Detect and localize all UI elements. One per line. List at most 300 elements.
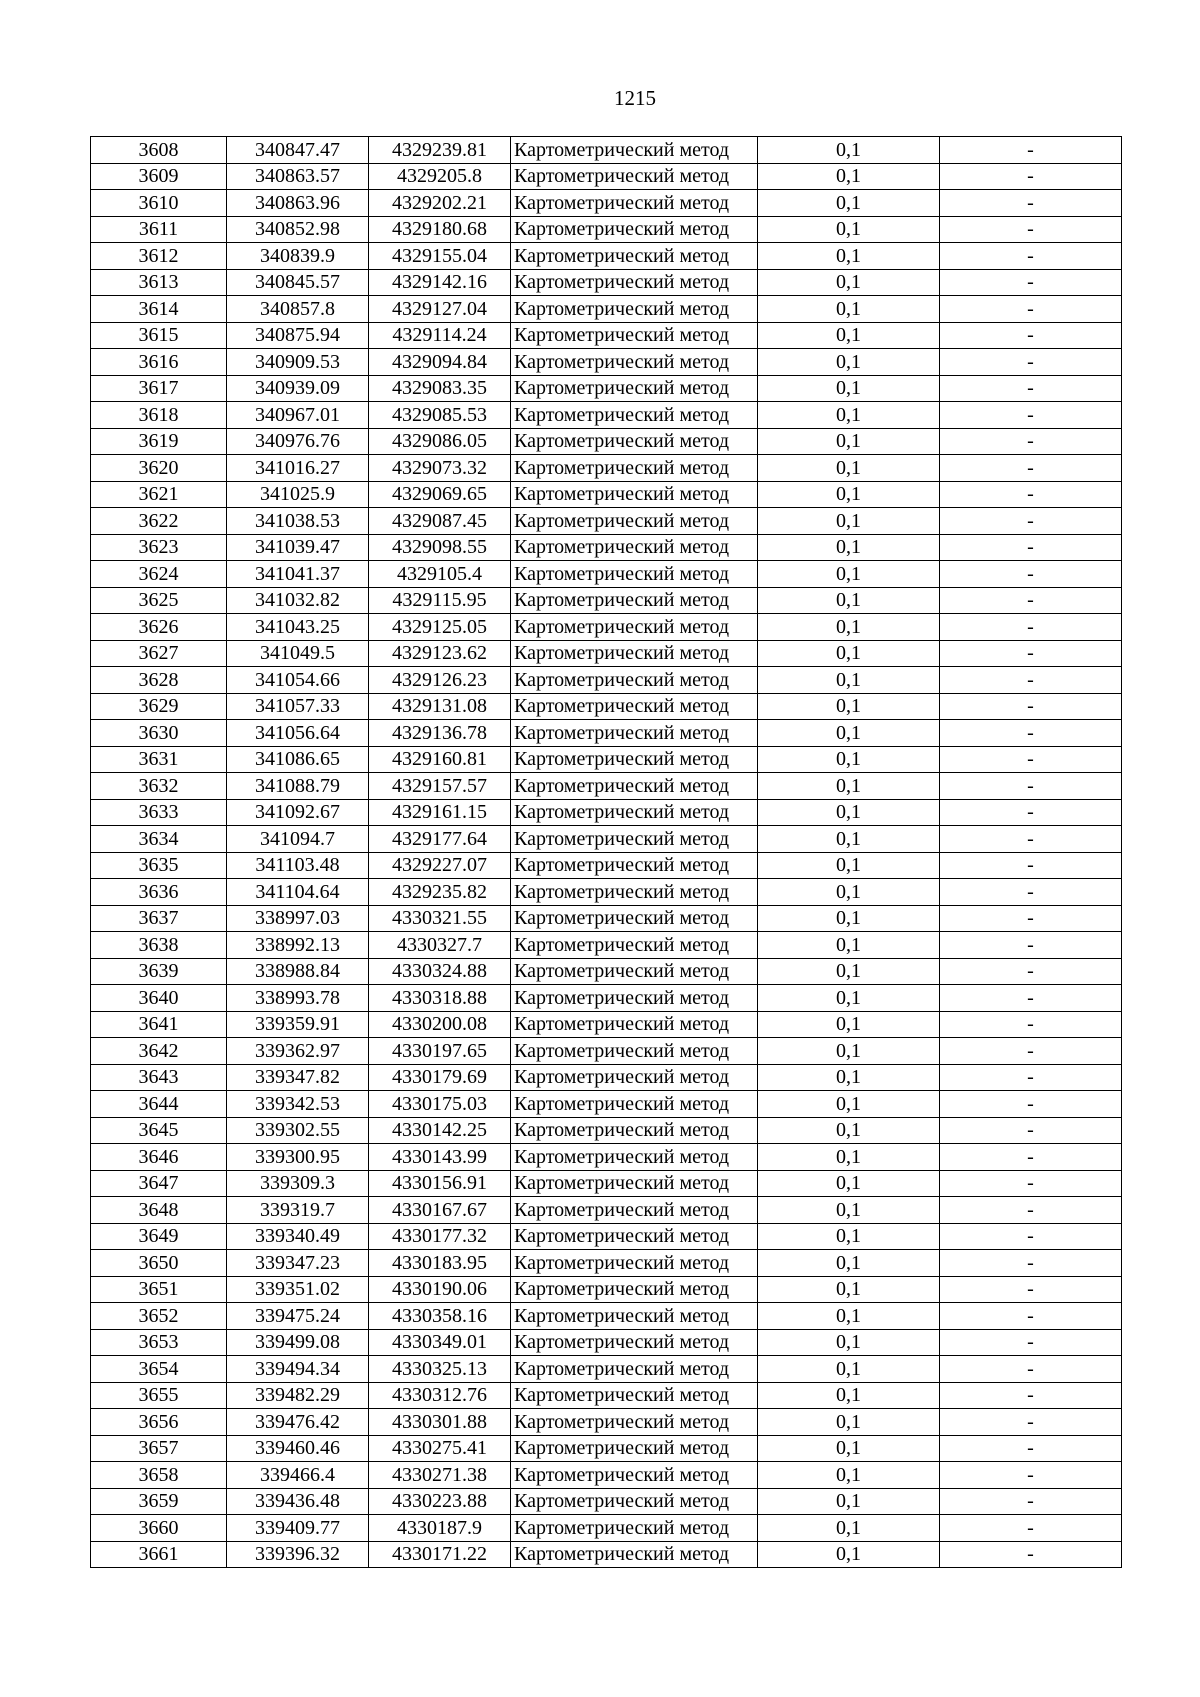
table-row — [91, 1170, 1122, 1197]
point-number-cell: 3629 — [91, 693, 227, 720]
table-row — [91, 640, 1122, 667]
point-number-cell: 3638 — [91, 932, 227, 959]
point-number-cell: 3633 — [91, 799, 227, 826]
y-coordinate-cell: 4330171.22 — [369, 1541, 511, 1568]
table-row — [91, 826, 1122, 853]
note-cell: - — [940, 640, 1122, 667]
accuracy-cell: 0,1 — [758, 428, 940, 455]
method-cell: Картометрический метод — [511, 1541, 758, 1568]
method-cell: Картометрический метод — [511, 1329, 758, 1356]
point-number-cell: 3635 — [91, 852, 227, 879]
x-coordinate-cell: 340863.96 — [227, 190, 369, 217]
table-row — [91, 1382, 1122, 1409]
accuracy-cell: 0,1 — [758, 1303, 940, 1330]
table-row — [91, 1356, 1122, 1383]
accuracy-cell: 0,1 — [758, 1356, 940, 1383]
accuracy-cell: 0,1 — [758, 1170, 940, 1197]
method-cell: Картометрический метод — [511, 296, 758, 323]
point-number-cell: 3656 — [91, 1409, 227, 1436]
x-coordinate-cell: 341016.27 — [227, 455, 369, 482]
table-row — [91, 799, 1122, 826]
table-row — [91, 243, 1122, 270]
y-coordinate-cell: 4329127.04 — [369, 296, 511, 323]
x-coordinate-cell: 339340.49 — [227, 1223, 369, 1250]
y-coordinate-cell: 4330318.88 — [369, 985, 511, 1012]
accuracy-cell: 0,1 — [758, 1382, 940, 1409]
y-coordinate-cell: 4330223.88 — [369, 1488, 511, 1515]
point-number-cell: 3612 — [91, 243, 227, 270]
point-number-cell: 3651 — [91, 1276, 227, 1303]
y-coordinate-cell: 4330156.91 — [369, 1170, 511, 1197]
table-row — [91, 137, 1122, 164]
method-cell: Картометрический метод — [511, 1064, 758, 1091]
note-cell: - — [940, 402, 1122, 429]
note-cell: - — [940, 746, 1122, 773]
method-cell: Картометрический метод — [511, 852, 758, 879]
point-number-cell: 3630 — [91, 720, 227, 747]
y-coordinate-cell: 4330358.16 — [369, 1303, 511, 1330]
y-coordinate-cell: 4330167.67 — [369, 1197, 511, 1224]
note-cell: - — [940, 879, 1122, 906]
table-row — [91, 1515, 1122, 1542]
method-cell: Картометрический метод — [511, 720, 758, 747]
point-number-cell: 3615 — [91, 322, 227, 349]
note-cell: - — [940, 216, 1122, 243]
table-row — [91, 587, 1122, 614]
accuracy-cell: 0,1 — [758, 508, 940, 535]
table-row — [91, 773, 1122, 800]
point-number-cell: 3608 — [91, 137, 227, 164]
note-cell: - — [940, 1064, 1122, 1091]
x-coordinate-cell: 341038.53 — [227, 508, 369, 535]
point-number-cell: 3636 — [91, 879, 227, 906]
y-coordinate-cell: 4329126.23 — [369, 667, 511, 694]
accuracy-cell: 0,1 — [758, 667, 940, 694]
point-number-cell: 3625 — [91, 587, 227, 614]
x-coordinate-cell: 339466.4 — [227, 1462, 369, 1489]
method-cell: Картометрический метод — [511, 773, 758, 800]
accuracy-cell: 0,1 — [758, 932, 940, 959]
y-coordinate-cell: 4330175.03 — [369, 1091, 511, 1118]
y-coordinate-cell: 4329180.68 — [369, 216, 511, 243]
note-cell: - — [940, 137, 1122, 164]
note-cell: - — [940, 826, 1122, 853]
y-coordinate-cell: 4329227.07 — [369, 852, 511, 879]
y-coordinate-cell: 4329160.81 — [369, 746, 511, 773]
x-coordinate-cell: 340909.53 — [227, 349, 369, 376]
x-coordinate-cell: 339347.23 — [227, 1250, 369, 1277]
x-coordinate-cell: 339342.53 — [227, 1091, 369, 1118]
table-row — [91, 534, 1122, 561]
method-cell: Картометрический метод — [511, 587, 758, 614]
note-cell: - — [940, 1382, 1122, 1409]
table-row — [91, 693, 1122, 720]
x-coordinate-cell: 339476.42 — [227, 1409, 369, 1436]
accuracy-cell: 0,1 — [758, 826, 940, 853]
point-number-cell: 3610 — [91, 190, 227, 217]
note-cell: - — [940, 1276, 1122, 1303]
point-number-cell: 3623 — [91, 534, 227, 561]
point-number-cell: 3647 — [91, 1170, 227, 1197]
method-cell: Картометрический метод — [511, 905, 758, 932]
table-row — [91, 1541, 1122, 1568]
point-number-cell: 3640 — [91, 985, 227, 1012]
note-cell: - — [940, 1117, 1122, 1144]
table-row — [91, 428, 1122, 455]
method-cell: Картометрический метод — [511, 1250, 758, 1277]
point-number-cell: 3632 — [91, 773, 227, 800]
accuracy-cell: 0,1 — [758, 243, 940, 270]
method-cell: Картометрический метод — [511, 481, 758, 508]
method-cell: Картометрический метод — [511, 402, 758, 429]
accuracy-cell: 0,1 — [758, 587, 940, 614]
x-coordinate-cell: 339359.91 — [227, 1011, 369, 1038]
accuracy-cell: 0,1 — [758, 958, 940, 985]
method-cell: Картометрический метод — [511, 1409, 758, 1436]
x-coordinate-cell: 341092.67 — [227, 799, 369, 826]
x-coordinate-cell: 339409.77 — [227, 1515, 369, 1542]
method-cell: Картометрический метод — [511, 1117, 758, 1144]
x-coordinate-cell: 339475.24 — [227, 1303, 369, 1330]
table-row — [91, 1435, 1122, 1462]
method-cell: Картометрический метод — [511, 1144, 758, 1171]
y-coordinate-cell: 4329123.62 — [369, 640, 511, 667]
coordinates-table — [90, 136, 1122, 1568]
x-coordinate-cell: 340857.8 — [227, 296, 369, 323]
table-row — [91, 905, 1122, 932]
method-cell: Картометрический метод — [511, 349, 758, 376]
note-cell: - — [940, 1197, 1122, 1224]
point-number-cell: 3641 — [91, 1011, 227, 1038]
method-cell: Картометрический метод — [511, 455, 758, 482]
x-coordinate-cell: 338993.78 — [227, 985, 369, 1012]
method-cell: Картометрический метод — [511, 1382, 758, 1409]
point-number-cell: 3642 — [91, 1038, 227, 1065]
table-row — [91, 375, 1122, 402]
accuracy-cell: 0,1 — [758, 1409, 940, 1436]
x-coordinate-cell: 341025.9 — [227, 481, 369, 508]
y-coordinate-cell: 4330271.38 — [369, 1462, 511, 1489]
note-cell: - — [940, 905, 1122, 932]
note-cell: - — [940, 481, 1122, 508]
point-number-cell: 3620 — [91, 455, 227, 482]
page-number: 1215 — [614, 86, 656, 110]
note-cell: - — [940, 561, 1122, 588]
accuracy-cell: 0,1 — [758, 1541, 940, 1568]
y-coordinate-cell: 4329105.4 — [369, 561, 511, 588]
point-number-cell: 3627 — [91, 640, 227, 667]
note-cell: - — [940, 534, 1122, 561]
point-number-cell: 3643 — [91, 1064, 227, 1091]
y-coordinate-cell: 4329235.82 — [369, 879, 511, 906]
method-cell: Картометрический метод — [511, 1462, 758, 1489]
accuracy-cell: 0,1 — [758, 1038, 940, 1065]
point-number-cell: 3628 — [91, 667, 227, 694]
note-cell: - — [940, 1435, 1122, 1462]
note-cell: - — [940, 1541, 1122, 1568]
accuracy-cell: 0,1 — [758, 561, 940, 588]
x-coordinate-cell: 341088.79 — [227, 773, 369, 800]
x-coordinate-cell: 340863.57 — [227, 163, 369, 190]
y-coordinate-cell: 4330275.41 — [369, 1435, 511, 1462]
y-coordinate-cell: 4329155.04 — [369, 243, 511, 270]
method-cell: Картометрический метод — [511, 216, 758, 243]
y-coordinate-cell: 4329085.53 — [369, 402, 511, 429]
y-coordinate-cell: 4329161.15 — [369, 799, 511, 826]
note-cell: - — [940, 163, 1122, 190]
accuracy-cell: 0,1 — [758, 1064, 940, 1091]
y-coordinate-cell: 4329131.08 — [369, 693, 511, 720]
point-number-cell: 3645 — [91, 1117, 227, 1144]
x-coordinate-cell: 341086.65 — [227, 746, 369, 773]
note-cell: - — [940, 428, 1122, 455]
point-number-cell: 3660 — [91, 1515, 227, 1542]
accuracy-cell: 0,1 — [758, 614, 940, 641]
point-number-cell: 3619 — [91, 428, 227, 455]
y-coordinate-cell: 4330183.95 — [369, 1250, 511, 1277]
note-cell: - — [940, 1170, 1122, 1197]
table-row — [91, 720, 1122, 747]
table-row — [91, 852, 1122, 879]
method-cell: Картометрический метод — [511, 1515, 758, 1542]
method-cell: Картометрический метод — [511, 640, 758, 667]
accuracy-cell: 0,1 — [758, 640, 940, 667]
table-row — [91, 1488, 1122, 1515]
accuracy-cell: 0,1 — [758, 1197, 940, 1224]
note-cell: - — [940, 375, 1122, 402]
note-cell: - — [940, 773, 1122, 800]
x-coordinate-cell: 338992.13 — [227, 932, 369, 959]
table-row — [91, 190, 1122, 217]
method-cell: Картометрический метод — [511, 1356, 758, 1383]
table-row — [91, 746, 1122, 773]
y-coordinate-cell: 4329073.32 — [369, 455, 511, 482]
x-coordinate-cell: 340839.9 — [227, 243, 369, 270]
table-row — [91, 1250, 1122, 1277]
x-coordinate-cell: 339300.95 — [227, 1144, 369, 1171]
y-coordinate-cell: 4330324.88 — [369, 958, 511, 985]
method-cell: Картометрический метод — [511, 614, 758, 641]
point-number-cell: 3626 — [91, 614, 227, 641]
note-cell: - — [940, 587, 1122, 614]
note-cell: - — [940, 985, 1122, 1012]
method-cell: Картометрический метод — [511, 534, 758, 561]
accuracy-cell: 0,1 — [758, 1515, 940, 1542]
y-coordinate-cell: 4329083.35 — [369, 375, 511, 402]
y-coordinate-cell: 4329136.78 — [369, 720, 511, 747]
x-coordinate-cell: 339499.08 — [227, 1329, 369, 1356]
note-cell: - — [940, 1038, 1122, 1065]
accuracy-cell: 0,1 — [758, 693, 940, 720]
table-row — [91, 1409, 1122, 1436]
table-row — [91, 1117, 1122, 1144]
point-number-cell: 3631 — [91, 746, 227, 773]
note-cell: - — [940, 932, 1122, 959]
accuracy-cell: 0,1 — [758, 905, 940, 932]
x-coordinate-cell: 338988.84 — [227, 958, 369, 985]
table-row — [91, 1462, 1122, 1489]
point-number-cell: 3648 — [91, 1197, 227, 1224]
note-cell: - — [940, 349, 1122, 376]
note-cell: - — [940, 1250, 1122, 1277]
x-coordinate-cell: 341103.48 — [227, 852, 369, 879]
method-cell: Картометрический метод — [511, 137, 758, 164]
accuracy-cell: 0,1 — [758, 1223, 940, 1250]
accuracy-cell: 0,1 — [758, 375, 940, 402]
table-row — [91, 1197, 1122, 1224]
x-coordinate-cell: 341054.66 — [227, 667, 369, 694]
accuracy-cell: 0,1 — [758, 1462, 940, 1489]
method-cell: Картометрический метод — [511, 163, 758, 190]
note-cell: - — [940, 1091, 1122, 1118]
note-cell: - — [940, 1462, 1122, 1489]
note-cell: - — [940, 1409, 1122, 1436]
point-number-cell: 3654 — [91, 1356, 227, 1383]
y-coordinate-cell: 4330190.06 — [369, 1276, 511, 1303]
table-row — [91, 561, 1122, 588]
table-row — [91, 1276, 1122, 1303]
y-coordinate-cell: 4330179.69 — [369, 1064, 511, 1091]
table-row — [91, 508, 1122, 535]
accuracy-cell: 0,1 — [758, 1488, 940, 1515]
accuracy-cell: 0,1 — [758, 1144, 940, 1171]
method-cell: Картометрический метод — [511, 508, 758, 535]
point-number-cell: 3617 — [91, 375, 227, 402]
method-cell: Картометрический метод — [511, 1091, 758, 1118]
point-number-cell: 3621 — [91, 481, 227, 508]
x-coordinate-cell: 340939.09 — [227, 375, 369, 402]
method-cell: Картометрический метод — [511, 932, 758, 959]
point-number-cell: 3659 — [91, 1488, 227, 1515]
accuracy-cell: 0,1 — [758, 773, 940, 800]
method-cell: Картометрический метод — [511, 190, 758, 217]
note-cell: - — [940, 1488, 1122, 1515]
method-cell: Картометрический метод — [511, 693, 758, 720]
x-coordinate-cell: 341104.64 — [227, 879, 369, 906]
table-row — [91, 322, 1122, 349]
note-cell: - — [940, 455, 1122, 482]
method-cell: Картометрический метод — [511, 1197, 758, 1224]
accuracy-cell: 0,1 — [758, 296, 940, 323]
accuracy-cell: 0,1 — [758, 137, 940, 164]
x-coordinate-cell: 340847.47 — [227, 137, 369, 164]
y-coordinate-cell: 4329087.45 — [369, 508, 511, 535]
table-row — [91, 163, 1122, 190]
y-coordinate-cell: 4330142.25 — [369, 1117, 511, 1144]
table-row — [91, 1091, 1122, 1118]
x-coordinate-cell: 339494.34 — [227, 1356, 369, 1383]
method-cell: Картометрический метод — [511, 667, 758, 694]
method-cell: Картометрический метод — [511, 322, 758, 349]
x-coordinate-cell: 341049.5 — [227, 640, 369, 667]
point-number-cell: 3634 — [91, 826, 227, 853]
table-row — [91, 296, 1122, 323]
x-coordinate-cell: 340852.98 — [227, 216, 369, 243]
y-coordinate-cell: 4329115.95 — [369, 587, 511, 614]
note-cell: - — [940, 1011, 1122, 1038]
point-number-cell: 3618 — [91, 402, 227, 429]
x-coordinate-cell: 341032.82 — [227, 587, 369, 614]
table-row — [91, 958, 1122, 985]
y-coordinate-cell: 4330349.01 — [369, 1329, 511, 1356]
note-cell: - — [940, 269, 1122, 296]
y-coordinate-cell: 4329125.05 — [369, 614, 511, 641]
x-coordinate-cell: 341043.25 — [227, 614, 369, 641]
y-coordinate-cell: 4329157.57 — [369, 773, 511, 800]
accuracy-cell: 0,1 — [758, 799, 940, 826]
coordinates-table-body — [91, 137, 1122, 1568]
note-cell: - — [940, 958, 1122, 985]
method-cell: Картометрический метод — [511, 746, 758, 773]
point-number-cell: 3614 — [91, 296, 227, 323]
table-row — [91, 879, 1122, 906]
point-number-cell: 3644 — [91, 1091, 227, 1118]
accuracy-cell: 0,1 — [758, 879, 940, 906]
table-row — [91, 481, 1122, 508]
point-number-cell: 3637 — [91, 905, 227, 932]
y-coordinate-cell: 4330187.9 — [369, 1515, 511, 1542]
accuracy-cell: 0,1 — [758, 1435, 940, 1462]
x-coordinate-cell: 339302.55 — [227, 1117, 369, 1144]
accuracy-cell: 0,1 — [758, 216, 940, 243]
note-cell: - — [940, 1329, 1122, 1356]
table-row — [91, 614, 1122, 641]
x-coordinate-cell: 341056.64 — [227, 720, 369, 747]
y-coordinate-cell: 4329069.65 — [369, 481, 511, 508]
method-cell: Картометрический метод — [511, 1303, 758, 1330]
method-cell: Картометрический метод — [511, 1038, 758, 1065]
point-number-cell: 3613 — [91, 269, 227, 296]
y-coordinate-cell: 4330312.76 — [369, 1382, 511, 1409]
note-cell: - — [940, 1356, 1122, 1383]
accuracy-cell: 0,1 — [758, 746, 940, 773]
accuracy-cell: 0,1 — [758, 269, 940, 296]
method-cell: Картометрический метод — [511, 1488, 758, 1515]
x-coordinate-cell: 339436.48 — [227, 1488, 369, 1515]
y-coordinate-cell: 4329177.64 — [369, 826, 511, 853]
point-number-cell: 3624 — [91, 561, 227, 588]
y-coordinate-cell: 4329094.84 — [369, 349, 511, 376]
accuracy-cell: 0,1 — [758, 1011, 940, 1038]
method-cell: Картометрический метод — [511, 428, 758, 455]
accuracy-cell: 0,1 — [758, 1276, 940, 1303]
table-row — [91, 985, 1122, 1012]
table-row — [91, 932, 1122, 959]
table-row — [91, 269, 1122, 296]
table-row — [91, 402, 1122, 429]
table-row — [91, 1038, 1122, 1065]
accuracy-cell: 0,1 — [758, 985, 940, 1012]
accuracy-cell: 0,1 — [758, 455, 940, 482]
point-number-cell: 3639 — [91, 958, 227, 985]
x-coordinate-cell: 341057.33 — [227, 693, 369, 720]
method-cell: Картометрический метод — [511, 1435, 758, 1462]
note-cell: - — [940, 1303, 1122, 1330]
point-number-cell: 3611 — [91, 216, 227, 243]
table-row — [91, 216, 1122, 243]
x-coordinate-cell: 339460.46 — [227, 1435, 369, 1462]
point-number-cell: 3655 — [91, 1382, 227, 1409]
y-coordinate-cell: 4330325.13 — [369, 1356, 511, 1383]
method-cell: Картометрический метод — [511, 269, 758, 296]
y-coordinate-cell: 4330177.32 — [369, 1223, 511, 1250]
note-cell: - — [940, 667, 1122, 694]
method-cell: Картометрический метод — [511, 1223, 758, 1250]
y-coordinate-cell: 4329202.21 — [369, 190, 511, 217]
y-coordinate-cell: 4329098.55 — [369, 534, 511, 561]
x-coordinate-cell: 341041.37 — [227, 561, 369, 588]
note-cell: - — [940, 1223, 1122, 1250]
